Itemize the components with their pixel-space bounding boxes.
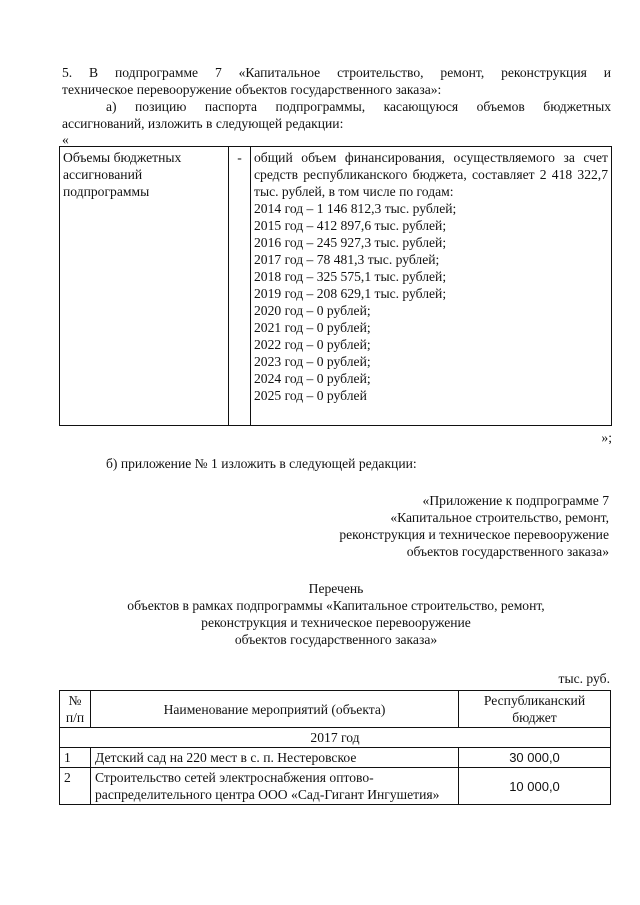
- passport-year-line: 2014 год – 1 146 812,3 тыс. рублей;: [254, 201, 457, 216]
- header-num-line-2: п/п: [65, 710, 85, 725]
- passport-year-line: 2019 год – 208 629,1 тыс. рублей;: [254, 286, 447, 301]
- appendix-header-line-4: объектов государственного заказа»: [406, 544, 609, 559]
- passport-year-line: 2016 год – 245 927,3 тыс. рублей;: [254, 235, 447, 250]
- appendix-header-line-2: «Капитальное строительство, ремонт,: [390, 510, 609, 525]
- appendix-header: [249, 492, 609, 560]
- appendix-header-line-3: реконструкция и техническое перевооружение: [339, 527, 609, 542]
- objects-table: [59, 690, 611, 805]
- objects-table-header: [60, 691, 611, 728]
- passport-intro: общий объем финансирования, осуществляемого за счет средств республиканского бюджета, составляет 2 418 322,7 тыс. рублей, в том числе по годам:: [254, 150, 608, 199]
- passport-label-cell: [60, 147, 229, 426]
- passport-table: [59, 146, 612, 426]
- year-row: [60, 728, 611, 748]
- passport-year-line: 2018 год – 325 575,1 тыс. рублей;: [254, 269, 447, 284]
- passport-label: Объемы бюджетных ассигнований подпрограммы: [63, 150, 182, 199]
- close-quote: »;: [601, 430, 612, 445]
- passport-year-line: 2023 год – 0 рублей;: [254, 354, 371, 369]
- paragraph-5-line-1: 5. В подпрограмме 7 «Капитальное строительство, ремонт, реконструкция и: [62, 65, 611, 80]
- passport-value-cell: [251, 147, 612, 426]
- year-cell: 2017 год: [60, 728, 611, 748]
- passport-year-line: 2017 год – 78 481,3 тыс. рублей;: [254, 252, 440, 267]
- header-num-line-1: №: [68, 693, 82, 708]
- row-num: 2: [60, 768, 91, 805]
- passport-dash: -: [237, 150, 242, 165]
- row-num: 1: [60, 748, 91, 768]
- row-budget: 30 000,0: [459, 748, 611, 768]
- list-title: [60, 580, 612, 648]
- paragraph-5: [62, 64, 611, 98]
- list-title-heading: Перечень: [308, 581, 364, 596]
- header-budget-line-2: бюджет: [512, 710, 557, 725]
- row-name: Строительство сетей электроснабжения оптово-распределительного центра ООО «Сад-Гигант Ингушетия»: [91, 768, 459, 805]
- passport-year-line: 2020 год – 0 рублей;: [254, 303, 371, 318]
- passport-row: [60, 147, 612, 426]
- passport-year-line: 2021 год – 0 рублей;: [254, 320, 371, 335]
- passport-year-line: 2022 год – 0 рублей;: [254, 337, 371, 352]
- header-num: [60, 691, 91, 728]
- header-budget: [459, 691, 611, 728]
- appendix-header-line-1: «Приложение к подпрограмме 7: [422, 493, 609, 508]
- list-title-line-3: реконструкция и техническое перевооружение: [201, 615, 471, 630]
- paragraph-5-line-2: техническое перевооружение объектов государственного заказа»:: [62, 82, 442, 97]
- table-row: [60, 768, 611, 805]
- passport-year-line: 2024 год – 0 рублей;: [254, 371, 371, 386]
- paragraph-a-line-1: а) позицию паспорта подпрограммы, касающуюся объемов бюджетных: [106, 99, 611, 114]
- open-quote: «: [62, 132, 69, 147]
- paragraph-b: б) приложение № 1 изложить в следующей редакции:: [106, 456, 417, 471]
- passport-dash-cell: [229, 147, 251, 426]
- header-name: Наименование мероприятий (объекта): [91, 691, 459, 728]
- table-row: [60, 748, 611, 768]
- paragraph-a-line-2: ассигнований, изложить в следующей редакции:: [62, 116, 344, 131]
- row-budget: 10 000,0: [459, 768, 611, 805]
- passport-year-line: 2015 год – 412 897,6 тыс. рублей;: [254, 218, 447, 233]
- list-title-line-2: объектов в рамках подпрограммы «Капитальное строительство, ремонт,: [127, 598, 545, 613]
- paragraph-a: [62, 98, 611, 132]
- list-title-line-4: объектов государственного заказа»: [234, 632, 438, 647]
- units-label: тыс. руб.: [558, 671, 610, 686]
- header-budget-line-1: Республиканский: [483, 693, 586, 708]
- row-name: Детский сад на 220 мест в с. п. Нестеровское: [91, 748, 459, 768]
- passport-year-line: 2025 год – 0 рублей: [254, 388, 367, 403]
